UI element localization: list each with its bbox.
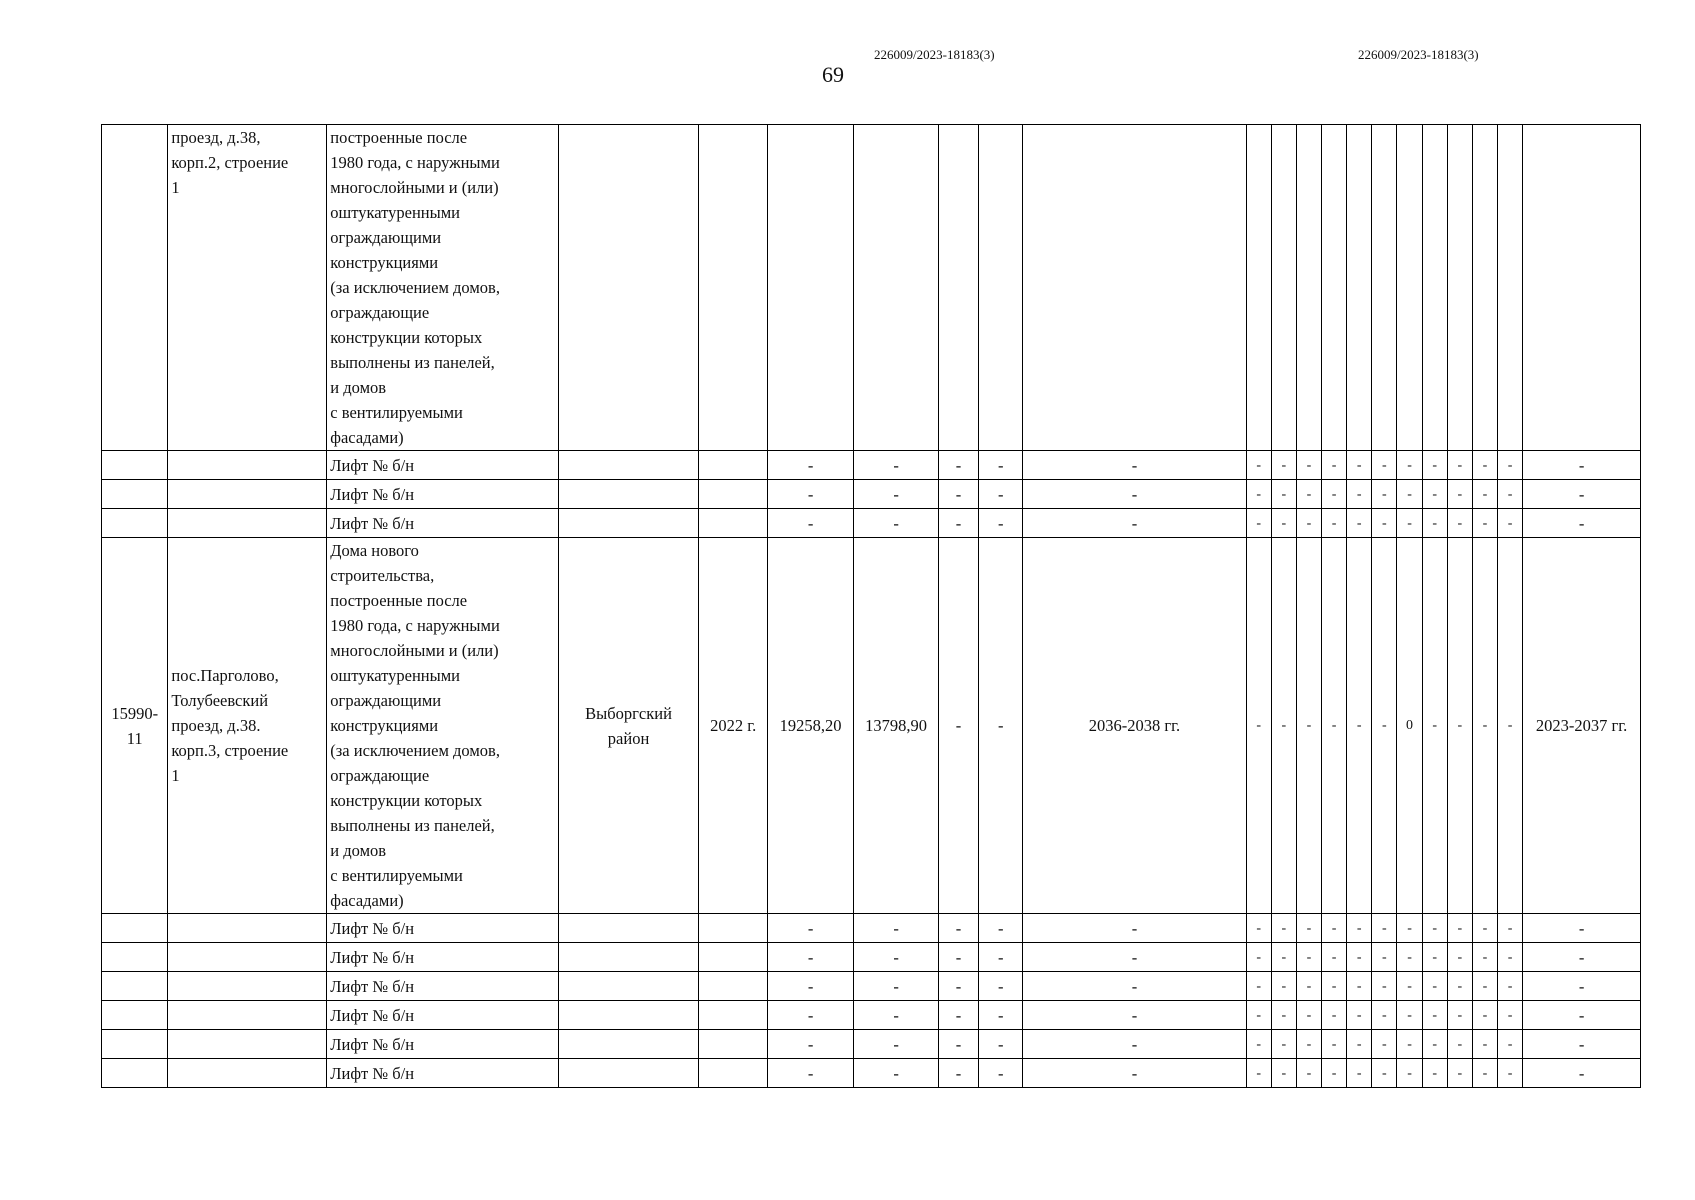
cell-v4: - [979, 451, 1023, 480]
document-id-right: 226009/2023-18183(3) [1358, 47, 1479, 62]
cell-flag: - [1246, 914, 1271, 943]
cell-flag: - [1296, 1059, 1321, 1088]
cell-total-area: - [767, 480, 854, 509]
cell-flag: - [1397, 480, 1422, 509]
cell-flag: - [1472, 1001, 1497, 1030]
cell-flag: - [1246, 451, 1271, 480]
cell-plan: 2023-2037 гг. [1523, 538, 1641, 914]
cell-v4: - [979, 480, 1023, 509]
cell-flag: - [1472, 943, 1497, 972]
register-table [101, 124, 1641, 1088]
cell-flag: - [1447, 1001, 1472, 1030]
cell-address [168, 943, 327, 972]
cell-year [699, 914, 767, 943]
cell-living-area: - [854, 1001, 938, 1030]
cell-number [102, 1030, 168, 1059]
cell-plan [1523, 125, 1641, 451]
table-row-lift [102, 509, 1641, 538]
cell-flag: - [1296, 1030, 1321, 1059]
cell-flag: - [1322, 509, 1347, 538]
table-row-lift [102, 914, 1641, 943]
cell-number [102, 914, 168, 943]
cell-total-area: - [767, 1001, 854, 1030]
cell-flag: - [1422, 972, 1447, 1001]
cell-flag: - [1447, 1059, 1472, 1088]
cell-period: 2036-2038 гг. [1023, 538, 1246, 914]
cell-flag: - [1422, 943, 1447, 972]
cell-flag: - [1472, 480, 1497, 509]
cell-flag: - [1498, 1030, 1523, 1059]
cell-flag: - [1296, 509, 1321, 538]
cell-flag: - [1296, 972, 1321, 1001]
cell-flag: - [1372, 451, 1397, 480]
cell-flag: - [1271, 1001, 1296, 1030]
cell-living-area: - [854, 509, 938, 538]
cell-year [699, 125, 767, 451]
cell-flag: - [1447, 538, 1472, 914]
cell-living-area: - [854, 943, 938, 972]
cell-address [168, 914, 327, 943]
cell-flag: - [1397, 451, 1422, 480]
cell-flag: - [1447, 943, 1472, 972]
cell-living-area: 13798,90 [854, 538, 938, 914]
cell-flag: - [1372, 509, 1397, 538]
cell-flag: - [1296, 1001, 1321, 1030]
cell-flag: - [1322, 943, 1347, 972]
cell-flag: - [1246, 480, 1271, 509]
cell-period: - [1023, 1030, 1246, 1059]
cell-address [168, 480, 327, 509]
cell-lift-name: Лифт № б/н [327, 1030, 558, 1059]
cell-year [699, 1030, 767, 1059]
cell-plan: - [1523, 972, 1641, 1001]
cell-flag: - [1498, 480, 1523, 509]
cell-flag: - [1447, 1030, 1472, 1059]
table-row-lift [102, 451, 1641, 480]
cell-flag: - [1246, 509, 1271, 538]
cell-flag: - [1271, 480, 1296, 509]
cell-flag: - [1347, 1001, 1372, 1030]
cell-flag: - [1397, 914, 1422, 943]
cell-period: - [1023, 972, 1246, 1001]
cell-plan: - [1523, 943, 1641, 972]
cell-flag: - [1472, 1030, 1497, 1059]
cell-v3: - [938, 943, 978, 972]
cell-year [699, 509, 767, 538]
cell-period: - [1023, 480, 1246, 509]
cell-flag: - [1372, 943, 1397, 972]
cell-v4: - [979, 972, 1023, 1001]
cell-total-area: - [767, 1059, 854, 1088]
cell-address [168, 509, 327, 538]
cell-address: пос.Парголово, Толубеевский проезд, д.38. корп.3, строение 1 [168, 538, 327, 914]
cell-flag: - [1422, 451, 1447, 480]
table-row-lift [102, 972, 1641, 1001]
cell-lift-name: Лифт № б/н [327, 480, 558, 509]
cell-period: - [1023, 1059, 1246, 1088]
cell-total-area: - [767, 943, 854, 972]
cell-total-area: - [767, 451, 854, 480]
cell-plan: - [1523, 480, 1641, 509]
cell-v4: - [979, 1001, 1023, 1030]
cell-v3: - [938, 972, 978, 1001]
cell-flag: - [1296, 538, 1321, 914]
cell-plan: - [1523, 451, 1641, 480]
cell-flag: - [1422, 538, 1447, 914]
cell-flag: - [1347, 943, 1372, 972]
cell-number [102, 125, 168, 451]
cell-flag: - [1347, 914, 1372, 943]
cell-flag: - [1498, 538, 1523, 914]
cell-flag: - [1472, 451, 1497, 480]
cell-lift-name: Лифт № б/н [327, 914, 558, 943]
cell-v3: - [938, 538, 978, 914]
cell-flag: - [1397, 1001, 1422, 1030]
cell-total-area: - [767, 972, 854, 1001]
cell-flag: - [1397, 1030, 1422, 1059]
cell-period: - [1023, 943, 1246, 972]
cell-flag: - [1422, 914, 1447, 943]
cell-flag: - [1296, 943, 1321, 972]
cell-flag: - [1296, 451, 1321, 480]
page-number: 69 [822, 62, 844, 87]
cell-flag: - [1372, 538, 1397, 914]
cell-living-area: - [854, 1059, 938, 1088]
cell-flag: - [1296, 480, 1321, 509]
cell-period: - [1023, 451, 1246, 480]
cell-flag: - [1422, 1059, 1447, 1088]
cell-flag: - [1498, 943, 1523, 972]
cell-flag: - [1447, 914, 1472, 943]
cell-total-area: - [767, 914, 854, 943]
cell-number [102, 972, 168, 1001]
cell-flag: - [1397, 972, 1422, 1001]
cell-year [699, 451, 767, 480]
cell-flag: - [1347, 480, 1372, 509]
cell-flag: - [1271, 972, 1296, 1001]
cell-v4: - [979, 1059, 1023, 1088]
table-row-house [102, 538, 1641, 914]
cell-address [168, 1059, 327, 1088]
cell-flag: - [1271, 451, 1296, 480]
cell-flag: - [1472, 914, 1497, 943]
cell-district: Выборгский район [558, 538, 699, 914]
cell-total-area [767, 125, 854, 451]
cell-flag: - [1498, 914, 1523, 943]
cell-flag: - [1472, 509, 1497, 538]
cell-number [102, 1001, 168, 1030]
cell-district [558, 972, 699, 1001]
cell-lift-name: Лифт № б/н [327, 1001, 558, 1030]
cell-flag: - [1347, 451, 1372, 480]
cell-lift-name: Лифт № б/н [327, 509, 558, 538]
cell-flag: - [1271, 509, 1296, 538]
cell-flag: - [1322, 480, 1347, 509]
cell-flag: - [1271, 1030, 1296, 1059]
cell-number [102, 509, 168, 538]
cell-flag: - [1246, 1001, 1271, 1030]
cell-flag: - [1422, 509, 1447, 538]
cell-v4: - [979, 914, 1023, 943]
cell-district [558, 943, 699, 972]
cell-living-area: - [854, 451, 938, 480]
cell-flag: - [1372, 480, 1397, 509]
cell-v4: - [979, 538, 1023, 914]
cell-year [699, 1001, 767, 1030]
cell-v4 [979, 125, 1023, 451]
cell-v4: - [979, 1030, 1023, 1059]
table-row-lift [102, 1030, 1641, 1059]
cell-flag: - [1246, 972, 1271, 1001]
cell-address [168, 451, 327, 480]
cell-flag: - [1422, 480, 1447, 509]
cell-flag: - [1472, 538, 1497, 914]
table-row-lift [102, 943, 1641, 972]
cell-flag: - [1447, 509, 1472, 538]
cell-district [558, 451, 699, 480]
cell-year [699, 972, 767, 1001]
cell-number: 15990- 11 [102, 538, 168, 914]
cell-v4: - [979, 943, 1023, 972]
cell-address: проезд, д.38, корп.2, строение 1 [168, 125, 327, 451]
cell-flag: - [1347, 1059, 1372, 1088]
cell-total-area: 19258,20 [767, 538, 854, 914]
cell-year [699, 943, 767, 972]
cell-flag: - [1498, 451, 1523, 480]
cell-number [102, 943, 168, 972]
cell-flag: - [1246, 1030, 1271, 1059]
cell-house-type: построенные после 1980 года, с наружными многослойными и (или) оштукатуренными ограждающими конструкциями (за исключением домов, ограждающие конструкции которых выполнены из панелей, и домов с вентилируемыми фасадами) [327, 125, 558, 451]
cell-flag: - [1322, 914, 1347, 943]
cell-lift-name: Лифт № б/н [327, 943, 558, 972]
cell-flag: - [1347, 972, 1372, 1001]
cell-district [558, 125, 699, 451]
cell-flag: - [1347, 538, 1372, 914]
cell-plan: - [1523, 1030, 1641, 1059]
document-id-center: 226009/2023-18183(3) [874, 47, 995, 62]
cell-lift-name: Лифт № б/н [327, 1059, 558, 1088]
cell-flag: - [1322, 972, 1347, 1001]
cell-flag: - [1498, 509, 1523, 538]
cell-v3: - [938, 1001, 978, 1030]
cell-flag: 0 [1397, 538, 1422, 914]
cell-flag: - [1322, 538, 1347, 914]
cell-year: 2022 г. [699, 538, 767, 914]
cell-v3: - [938, 480, 978, 509]
cell-flag: - [1322, 1001, 1347, 1030]
cell-plan: - [1523, 1059, 1641, 1088]
cell-flag: - [1246, 943, 1271, 972]
cell-flag: - [1271, 943, 1296, 972]
cell-v3: - [938, 451, 978, 480]
cell-flag: - [1447, 480, 1472, 509]
cell-flag: - [1498, 1001, 1523, 1030]
cell-total-area: - [767, 509, 854, 538]
cell-flag: - [1271, 538, 1296, 914]
cell-flag: - [1447, 972, 1472, 1001]
cell-lift-name: Лифт № б/н [327, 972, 558, 1001]
cell-flag: - [1397, 509, 1422, 538]
cell-number [102, 451, 168, 480]
cell-living-area: - [854, 480, 938, 509]
cell-flag: - [1472, 972, 1497, 1001]
table-row-lift [102, 480, 1641, 509]
cell-year [699, 480, 767, 509]
cell-flag: - [1372, 914, 1397, 943]
cell-district [558, 480, 699, 509]
cell-plan: - [1523, 509, 1641, 538]
cell-flag: - [1372, 1001, 1397, 1030]
cell-period [1023, 125, 1246, 451]
cell-living-area: - [854, 972, 938, 1001]
cell-address [168, 1001, 327, 1030]
cell-flag: - [1347, 1030, 1372, 1059]
cell-flag: - [1372, 1030, 1397, 1059]
cell-v3: - [938, 1030, 978, 1059]
cell-flag: - [1296, 914, 1321, 943]
cell-flag: - [1372, 1059, 1397, 1088]
cell-district [558, 1059, 699, 1088]
cell-flag: - [1322, 1030, 1347, 1059]
cell-living-area [854, 125, 938, 451]
cell-flag: - [1322, 451, 1347, 480]
cell-flag: - [1397, 943, 1422, 972]
cell-living-area: - [854, 1030, 938, 1059]
table-row-lift [102, 1001, 1641, 1030]
cell-district [558, 914, 699, 943]
cell-flag: - [1372, 972, 1397, 1001]
cell-flag: - [1322, 1059, 1347, 1088]
cell-flag: - [1422, 1001, 1447, 1030]
cell-v3: - [938, 914, 978, 943]
cell-flag: - [1246, 538, 1271, 914]
cell-address [168, 972, 327, 1001]
cell-flag: - [1498, 972, 1523, 1001]
cell-flag: - [1498, 1059, 1523, 1088]
cell-v4: - [979, 509, 1023, 538]
cell-number [102, 480, 168, 509]
cell-total-area: - [767, 1030, 854, 1059]
cell-flag: - [1422, 1030, 1447, 1059]
cell-year [699, 1059, 767, 1088]
cell-flag: - [1246, 1059, 1271, 1088]
cell-v3 [938, 125, 978, 451]
cell-flag: - [1397, 1059, 1422, 1088]
cell-flag: - [1271, 914, 1296, 943]
cell-district [558, 1001, 699, 1030]
cell-flag: - [1271, 1059, 1296, 1088]
cell-flag: - [1447, 451, 1472, 480]
table-row-lift [102, 1059, 1641, 1088]
cell-lift-name: Лифт № б/н [327, 451, 558, 480]
cell-flag: - [1347, 509, 1372, 538]
cell-plan: - [1523, 914, 1641, 943]
cell-house-type: Дома нового строительства, построенные после 1980 года, с наружными многослойными и (или) оштукатуренными ограждающими конструкциями (за исключением домов, ограждающие конструкции которых выполнены из панелей, и домов с вентилируемыми фасадами) [327, 538, 558, 914]
cell-flag: - [1472, 1059, 1497, 1088]
cell-period: - [1023, 1001, 1246, 1030]
cell-v3: - [938, 509, 978, 538]
cell-period: - [1023, 509, 1246, 538]
cell-plan: - [1523, 1001, 1641, 1030]
cell-number [102, 1059, 168, 1088]
cell-district [558, 509, 699, 538]
table-row-continued [102, 125, 1641, 451]
cell-v3: - [938, 1059, 978, 1088]
cell-district [558, 1030, 699, 1059]
cell-living-area: - [854, 914, 938, 943]
cell-address [168, 1030, 327, 1059]
cell-period: - [1023, 914, 1246, 943]
